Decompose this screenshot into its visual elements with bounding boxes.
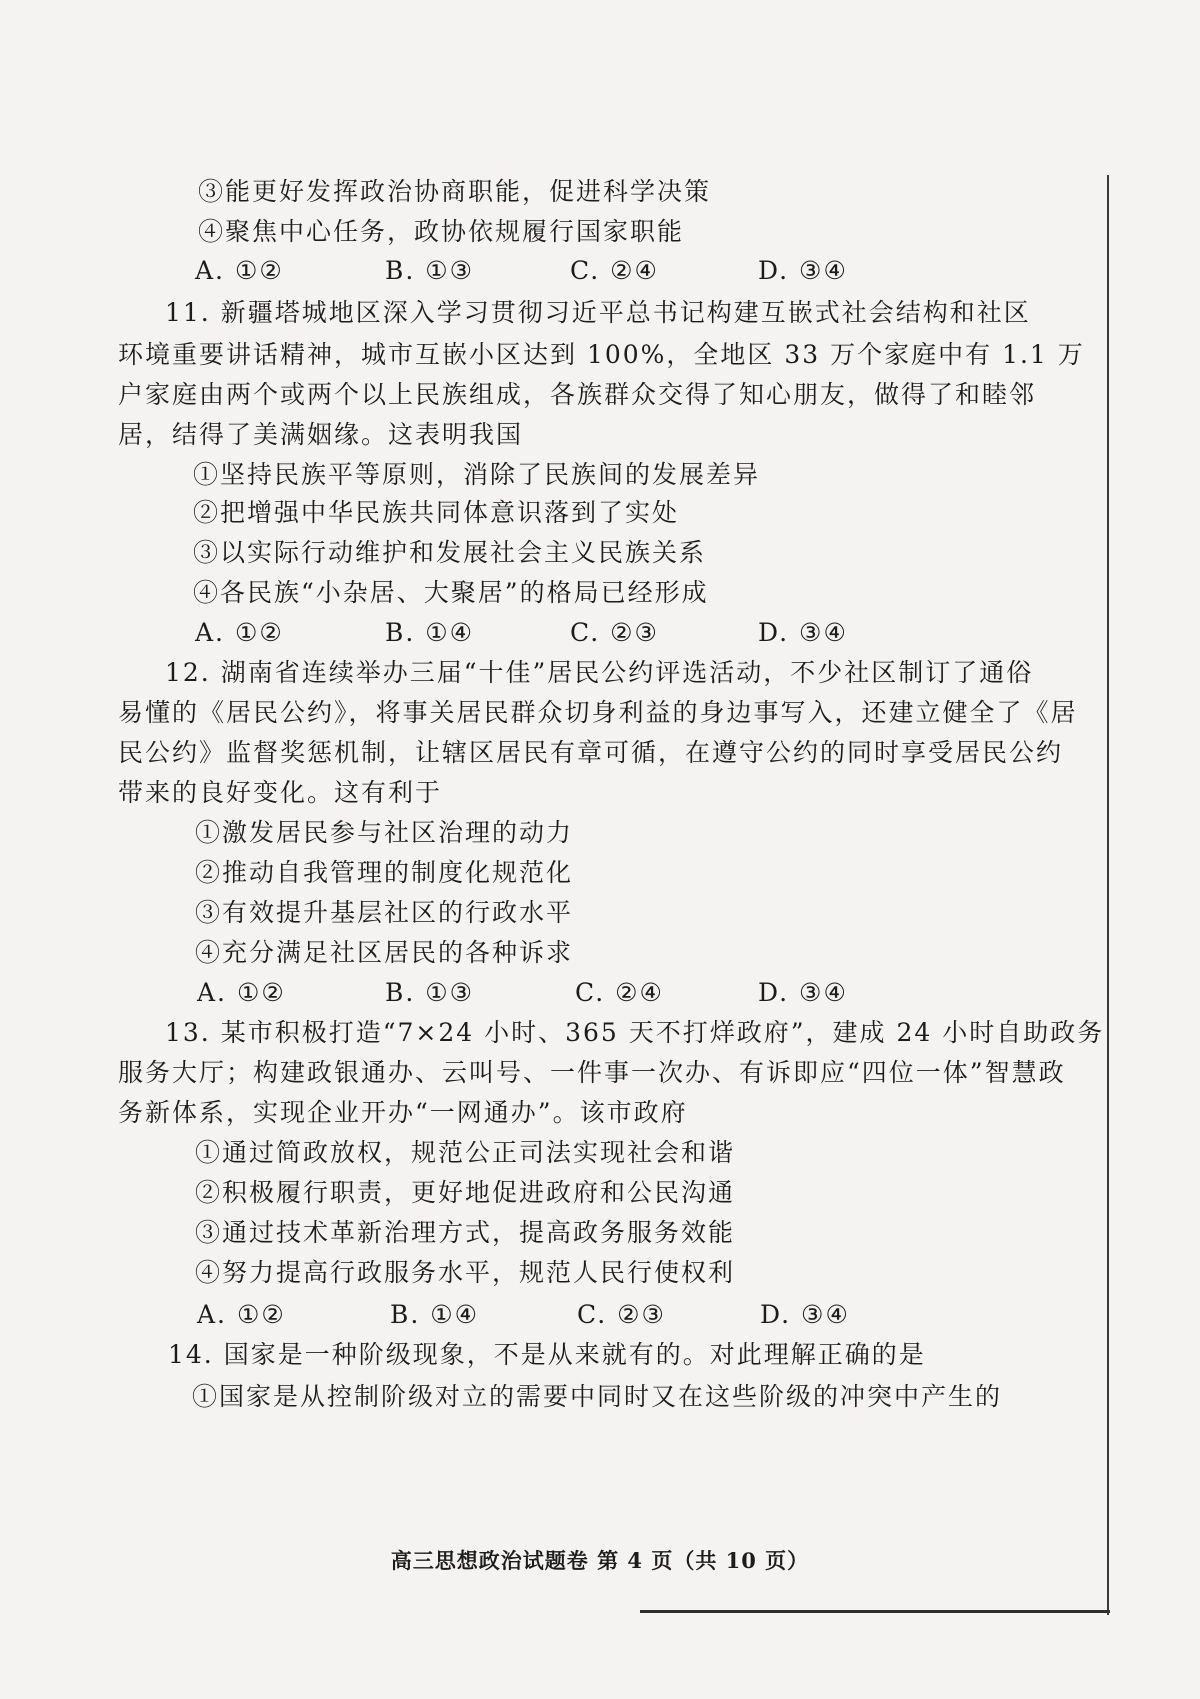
page-edge-rule	[1107, 175, 1109, 1615]
q10-option-d: D. ③④	[758, 256, 848, 285]
q11-stem-line-3: 户家庭由两个或两个以上民族组成，各族群众交得了知心朋友，做得了和睦邻	[118, 380, 1037, 409]
q13-stem-line-3: 务新体系，实现企业开办“一网通办”。该市政府	[118, 1098, 688, 1127]
q12-item-1: ①激发居民参与社区治理的动力	[195, 818, 574, 847]
q12-stem-line-2: 易懂的《居民公约》，将事关居民群众切身利益的身边事写入，还建立健全了《居	[118, 698, 1078, 727]
q12-option-d: D. ③④	[758, 978, 848, 1007]
q11-option-b: B. ①④	[385, 618, 475, 647]
q12-stem-line-1: 12. 湖南省连续举办三届“十佳”居民公约评选活动，不少社区制订了通俗	[165, 658, 1034, 687]
q11-option-d: D. ③④	[758, 618, 848, 647]
q12-item-4: ④充分满足社区居民的各种诉求	[195, 938, 574, 967]
q12-option-c: C. ②④	[575, 978, 664, 1007]
q10-option-c: C. ②④	[570, 256, 659, 285]
q11-item-1: ①坚持民族平等原则，消除了民族间的发展差异	[193, 460, 761, 489]
q13-item-4: ④努力提高行政服务水平，规范人民行使权利	[195, 1258, 736, 1287]
q13-item-2: ②积极履行职责，更好地促进政府和公民沟通	[195, 1178, 736, 1207]
q12-stem-line-4: 带来的良好变化。这有利于	[118, 778, 443, 807]
q11-option-c: C. ②③	[570, 618, 659, 647]
q11-item-4: ④各民族“小杂居、大聚居”的格局已经形成	[193, 578, 709, 607]
q13-item-3: ③通过技术革新治理方式，提高政务服务效能	[195, 1218, 736, 1247]
q11-stem-line-4: 居，结得了美满姻缘。这表明我国	[118, 420, 524, 449]
q11-option-a: A. ①②	[195, 618, 284, 647]
q11-stem-line-1: 11. 新疆塔城地区深入学习贯彻习近平总书记构建互嵌式社会结构和社区	[165, 298, 1031, 327]
q10-option-a: A. ①②	[195, 256, 284, 285]
page-bottom-rule	[640, 1610, 1110, 1613]
q13-option-b: B. ①④	[390, 1300, 480, 1329]
q13-item-1: ①通过简政放权，规范公正司法实现社会和谐	[195, 1138, 736, 1167]
q13-option-c: C. ②③	[577, 1300, 666, 1329]
q13-stem-line-2: 服务大厅；构建政银通办、云叫号、一件事一次办、有诉即应“四位一体”智慧政	[118, 1058, 1066, 1087]
q12-item-3: ③有效提升基层社区的行政水平	[195, 898, 574, 927]
q11-stem-line-2: 环境重要讲话精神，城市互嵌小区达到 100%，全地区 33 万个家庭中有 1.1 万	[118, 340, 1085, 369]
q11-item-3: ③以实际行动维护和发展社会主义民族关系	[193, 538, 707, 567]
q12-option-a: A. ①②	[197, 978, 286, 1007]
q13-option-a: A. ①②	[197, 1300, 286, 1329]
q10-option-b: B. ①③	[385, 256, 475, 285]
q12-option-b: B. ①③	[385, 978, 475, 1007]
q11-item-2: ②把增强中华民族共同体意识落到了实处	[193, 498, 680, 527]
q14-stem-line-1: 14. 国家是一种阶级现象，不是从来就有的。对此理解正确的是	[168, 1340, 926, 1369]
q13-stem-line-1: 13. 某市积极打造“7×24 小时、365 天不打烊政府”，建成 24 小时自助政务	[165, 1018, 1105, 1047]
q10-item-3: ③能更好发挥政治协商职能，促进科学决策	[198, 177, 712, 206]
q14-item-1: ①国家是从控制阶级对立的需要中同时又在这些阶级的冲突中产生的	[192, 1382, 1003, 1411]
q12-stem-line-3: 民公约》监督奖惩机制，让辖区居民有章可循，在遵守公约的同时享受居民公约	[118, 738, 1064, 767]
page-footer: 高三思想政治试题卷 第 4 页（共 10 页）	[390, 1548, 810, 1573]
q13-option-d: D. ③④	[760, 1300, 850, 1329]
q10-item-4: ④聚焦中心任务，政协依规履行国家职能	[198, 217, 685, 246]
q12-item-2: ②推动自我管理的制度化规范化	[195, 858, 574, 887]
